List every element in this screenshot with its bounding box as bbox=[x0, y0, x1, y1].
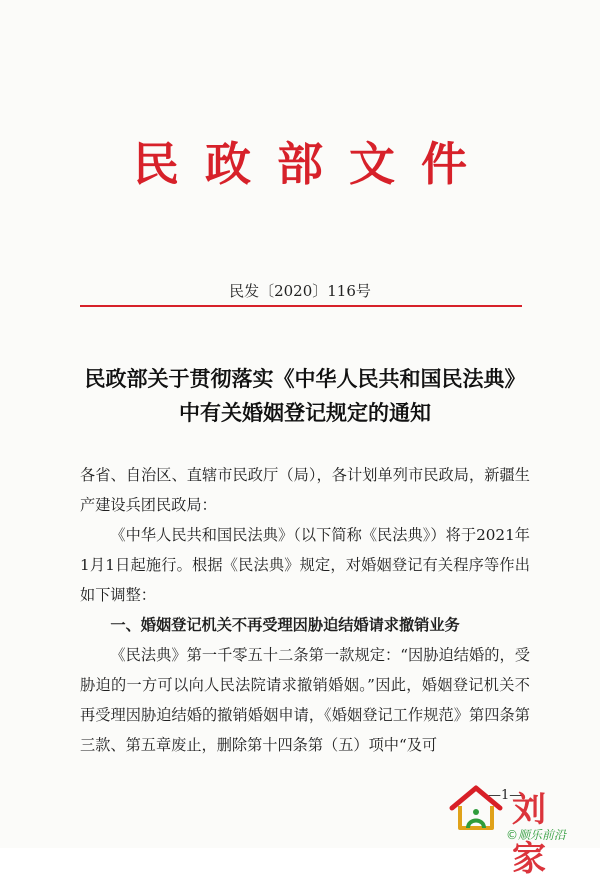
intro-paragraph: 《中华人民共和国民法典》（以下简称《民法典》）将于2021年1月1日起施行。根据《民法典》规定，对婚姻登记有关程序等作出如下调整： bbox=[80, 526, 530, 604]
notice-title bbox=[60, 362, 550, 430]
section-1-paragraph: 《民法典》第一千零五十二条第一款规定：“因胁迫结婚的，受胁迫的一方可以向人民法院请求撤销婚姻。”因此，婚姻登记机关不再受理因胁迫结婚的撤销婚姻申请，《婚姻登记工作规范》第四条第三款、第五章废止，删除第十四条第（五）项中“及可 bbox=[80, 646, 530, 754]
agency-header-title: 民政部文件 bbox=[133, 137, 493, 191]
watermark-source-text: ©顺乐前沿 bbox=[506, 828, 567, 842]
notice-title-line-1: 民政部关于贯彻落实《中华人民共和国民法典》 bbox=[84, 366, 526, 391]
addressee-paragraph: 各省、自治区、直辖市民政厅（局），各计划单列市民政局，新疆生产建设兵团民政局： bbox=[80, 466, 530, 514]
document-number: 民发〔2020〕116号 bbox=[229, 282, 371, 300]
watermark-characters: 刘 家 bbox=[512, 790, 556, 879]
watermark bbox=[448, 780, 598, 879]
notice-title-line-2: 中有关婚姻登记规定的通知 bbox=[179, 400, 431, 425]
page-number: —1— bbox=[488, 788, 523, 803]
house-logo-icon bbox=[448, 784, 504, 834]
red-divider-line bbox=[80, 305, 522, 307]
section-1-heading: 一、婚姻登记机关不再受理因胁迫结婚请求撤销业务 bbox=[110, 616, 460, 634]
notice-body bbox=[80, 460, 530, 760]
